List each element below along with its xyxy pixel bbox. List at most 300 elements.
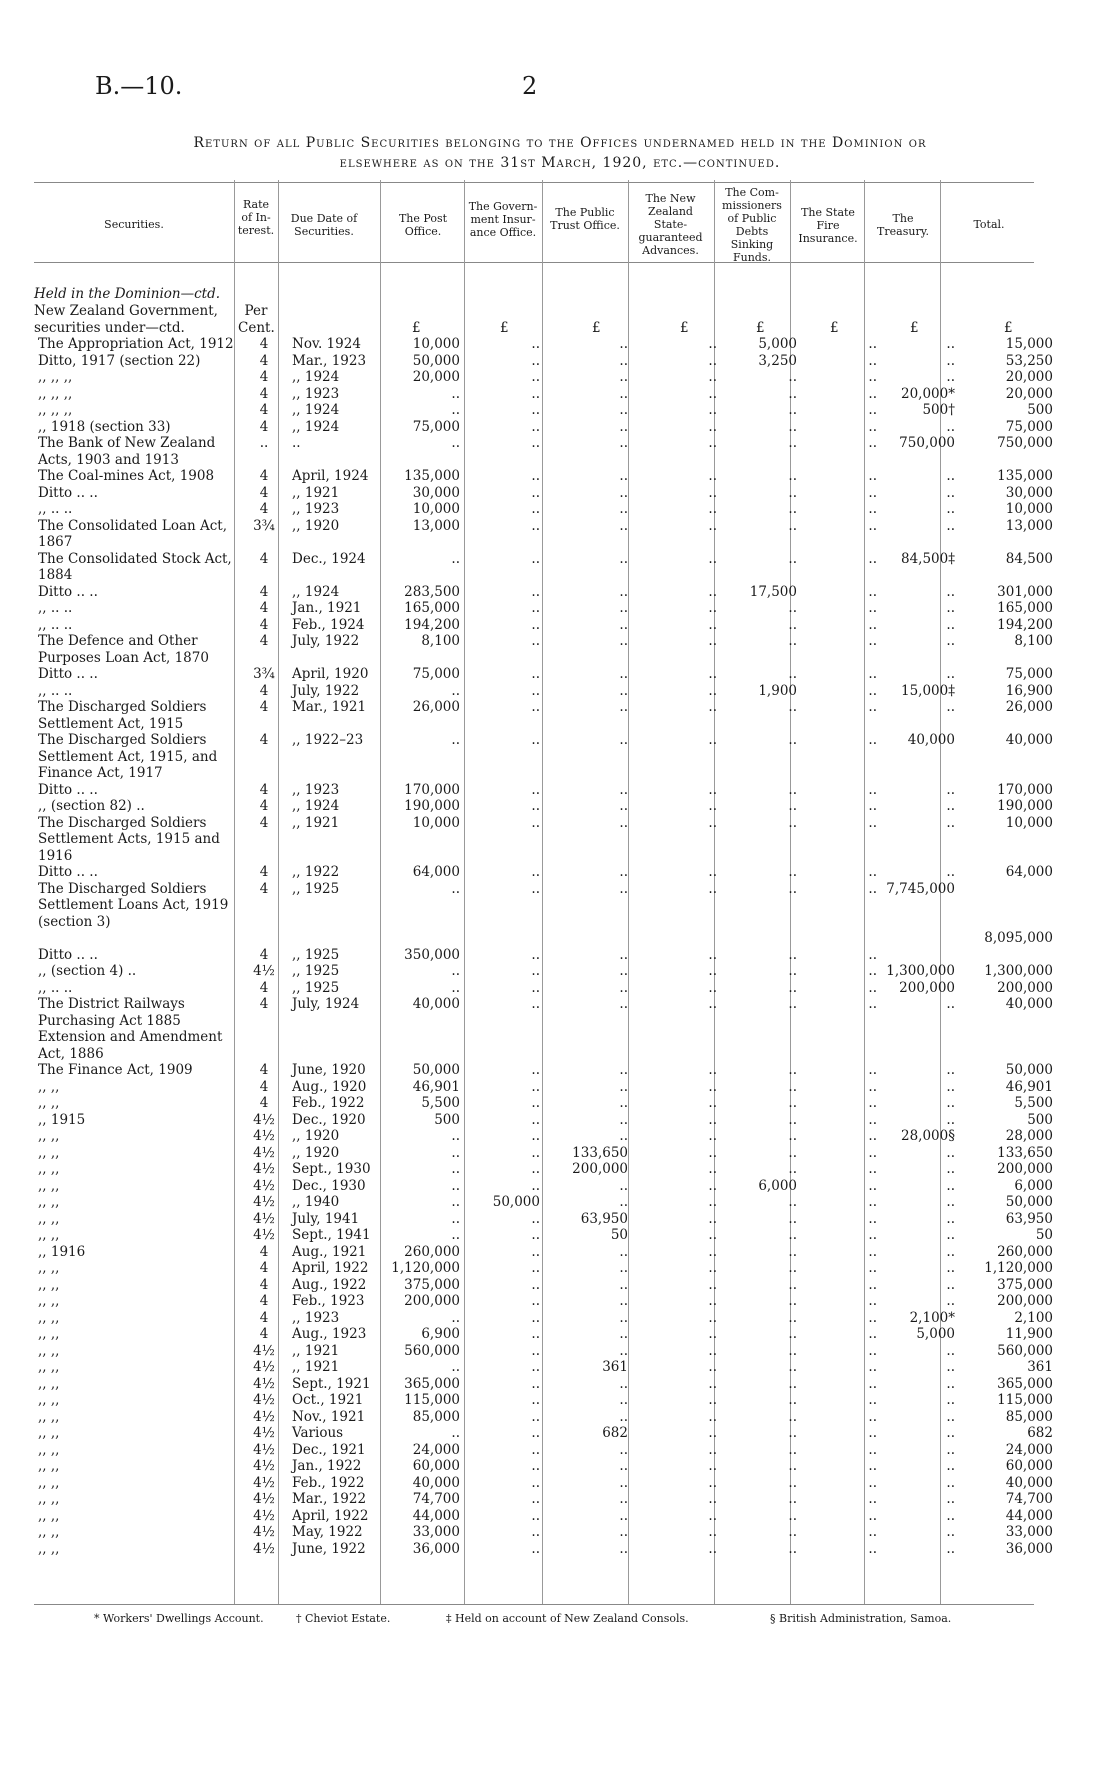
total-value: 64,000	[1005, 864, 1053, 880]
table-row	[34, 485, 1057, 502]
advances-value: ..	[708, 1161, 717, 1177]
table-row	[34, 1475, 1057, 1492]
interest-rate: 4½	[253, 1144, 275, 1161]
table-row	[34, 1194, 1057, 1211]
table-bottom-rule	[34, 1604, 1034, 1605]
sinking-funds-value: ..	[788, 1408, 797, 1425]
treasury-value	[881, 947, 959, 964]
due-date: April, 1924	[292, 468, 369, 484]
table-row	[34, 881, 1057, 931]
col-header-state-fire: The State Fire Insurance.	[798, 206, 858, 245]
state-fire-value: ..	[868, 1392, 877, 1408]
sinking-funds-value: ..	[788, 1507, 797, 1524]
public-trust-value: ..	[619, 996, 628, 1012]
sinking-funds-value: ..	[788, 880, 797, 897]
public-trust-value: ..	[619, 1260, 628, 1276]
post-office-value: ..	[451, 979, 460, 996]
interest-rate: 4	[259, 402, 269, 418]
due-date: April, 1920	[292, 666, 369, 682]
footnote-cheviot: † Cheviot Estate.	[296, 1612, 391, 1625]
table-row	[34, 617, 1057, 634]
govt-insurance-value: ..	[531, 1111, 540, 1128]
sinking-funds-value: ..	[788, 1441, 797, 1458]
treasury-value: ..	[946, 600, 955, 616]
due-date: Jan., 1922	[292, 1458, 362, 1474]
table-row	[34, 1112, 1057, 1129]
interest-rate: 4	[259, 781, 269, 798]
interest-rate: 4½	[253, 1540, 275, 1557]
total-value	[959, 947, 1057, 964]
table-row	[34, 1326, 1057, 1343]
total-value: 53,250	[1005, 352, 1053, 369]
advances-value: ..	[708, 1144, 717, 1161]
advances-value: ..	[708, 1441, 717, 1458]
col-header-advances: The New Zealand State- guaranteed Advances.	[638, 192, 703, 257]
post-office-value: 500	[434, 1111, 460, 1128]
total-value: 28,000	[1005, 1128, 1053, 1144]
post-office-value: ..	[451, 1425, 460, 1441]
public-trust-value: 200,000	[572, 1161, 628, 1177]
due-date: Nov. 1924	[292, 336, 361, 352]
total-value: 33,000	[1005, 1524, 1053, 1540]
advances-value: ..	[708, 979, 717, 996]
advances-value: ..	[708, 1342, 717, 1359]
post-office-value: 165,000	[404, 600, 460, 616]
due-date: Mar., 1922	[292, 1491, 367, 1507]
govt-insurance-value: ..	[531, 1144, 540, 1161]
due-date: ,, 1921	[292, 814, 340, 831]
public-trust-value: ..	[619, 1474, 628, 1491]
security-name: ,, ,, ,,	[38, 402, 73, 418]
table-row	[34, 666, 1057, 683]
due-date: June, 1922	[292, 1540, 366, 1557]
post-office-value: ..	[451, 1359, 460, 1375]
sinking-funds-value: ..	[788, 996, 797, 1012]
public-trust-value: ..	[619, 583, 628, 600]
due-date: ,, 1922	[292, 864, 340, 880]
state-fire-value: ..	[868, 996, 877, 1012]
govt-insurance-value: ..	[531, 550, 540, 567]
treasury-value: ..	[946, 1111, 955, 1128]
due-date: ,, 1923	[292, 501, 340, 517]
security-name: Ditto .. ..	[38, 946, 98, 963]
public-trust-value: ..	[619, 1095, 628, 1111]
state-fire-value: ..	[868, 814, 877, 831]
table-row	[34, 551, 1057, 584]
table-row	[34, 1227, 1057, 1244]
post-office-value: ..	[451, 385, 460, 402]
security-name: ,, .. ..	[38, 616, 73, 633]
post-office-value: 365,000	[404, 1375, 460, 1392]
interest-rate: 4	[259, 1260, 269, 1276]
govt-insurance-value: ..	[531, 666, 540, 682]
sinking-funds-value: ..	[788, 1062, 797, 1078]
interest-rate: 4½	[253, 1408, 275, 1425]
due-date: ,, 1923	[292, 385, 340, 402]
public-trust-value: ..	[619, 1111, 628, 1128]
security-name: ,, ,,	[38, 1540, 60, 1557]
security-name: The Discharged Soldiers Settlement Act, 1915, and Finance Act, 1917	[38, 732, 218, 781]
security-name: ,, ,,	[38, 1095, 60, 1111]
sinking-funds-value: ..	[788, 484, 797, 501]
interest-rate: ..	[259, 435, 269, 451]
state-fire-value: ..	[868, 1210, 877, 1227]
table-row	[34, 1491, 1057, 1508]
post-office-value: ..	[451, 1194, 460, 1210]
section-heading: Held in the Dominion—ctd.	[34, 286, 221, 302]
state-fire-value: ..	[868, 798, 877, 814]
table-row	[34, 1095, 1057, 1112]
public-trust-value: ..	[619, 1441, 628, 1458]
treasury-value: ..	[946, 996, 955, 1012]
due-date: ,, 1924	[292, 418, 340, 435]
treasury-value: ..	[946, 583, 955, 600]
govt-insurance-value: ..	[531, 1309, 540, 1326]
col-header-public-trust: The Public Trust Office.	[550, 206, 620, 232]
security-name: ,, ,,	[38, 1491, 60, 1507]
govt-insurance-value: ..	[531, 1359, 540, 1375]
post-office-value: 350,000	[404, 946, 460, 963]
total-value: 365,000	[997, 1375, 1053, 1392]
public-trust-value: ..	[619, 682, 628, 699]
govt-insurance-value: ..	[531, 1425, 540, 1441]
table-row	[34, 1409, 1057, 1426]
treasury-value: ..	[946, 517, 955, 534]
interest-rate: 4½	[253, 1375, 275, 1392]
govt-insurance-value: ..	[531, 402, 540, 418]
security-name: ,, ,, ,,	[38, 385, 73, 402]
total-value: 84,500	[1005, 550, 1053, 567]
due-date: ,, 1924	[292, 798, 340, 814]
govt-insurance-value: ..	[531, 369, 540, 385]
govt-insurance-value: ..	[531, 1243, 540, 1260]
post-office-value: ..	[451, 1177, 460, 1194]
interest-rate: 4	[259, 1326, 269, 1342]
advances-value: ..	[708, 682, 717, 699]
table-row	[34, 1062, 1057, 1079]
treasury-value: ..	[946, 1392, 955, 1408]
security-name: ,, ,,	[38, 1227, 60, 1243]
public-trust-value: ..	[619, 1458, 628, 1474]
security-name: ,, ,,	[38, 1342, 60, 1359]
sinking-funds-value: ..	[788, 732, 797, 748]
advances-value: ..	[708, 732, 717, 748]
public-trust-value: 50	[610, 1227, 628, 1243]
public-trust-value: ..	[619, 1243, 628, 1260]
public-trust-value: 682	[602, 1425, 628, 1441]
post-office-value: ..	[451, 402, 460, 418]
state-fire-value: ..	[868, 1062, 877, 1078]
total-value: 135,000	[997, 468, 1053, 484]
treasury-value: ..	[946, 1342, 955, 1359]
interest-rate: 4	[259, 385, 269, 402]
state-fire-value	[801, 930, 881, 947]
interest-rate: 4	[259, 880, 269, 897]
govt-insurance-value: ..	[531, 1260, 540, 1276]
post-office-value: 40,000	[412, 1474, 460, 1491]
security-name: Ditto .. ..	[38, 864, 98, 880]
security-name: ,, ,,	[38, 1293, 60, 1309]
security-name: The Consolidated Loan Act, 1867	[38, 517, 228, 550]
govt-insurance-value: ..	[531, 1540, 540, 1557]
govt-insurance-value: ..	[531, 699, 540, 715]
post-office-value: 50,000	[412, 1062, 460, 1078]
interest-rate: 4	[259, 550, 269, 567]
security-name: ,, ,,	[38, 1078, 60, 1095]
public-trust-value: ..	[619, 1326, 628, 1342]
post-office-value: ..	[451, 550, 460, 567]
post-office-value: 375,000	[404, 1276, 460, 1293]
security-name: The Discharged Soldiers Settlement Act, 1915	[38, 699, 207, 732]
post-office-value: 46,901	[412, 1078, 460, 1095]
govt-insurance-value: ..	[531, 1326, 540, 1342]
post-office-value: 10,000	[412, 336, 460, 352]
total-value: 50	[1035, 1227, 1053, 1243]
due-date: Various	[292, 1425, 344, 1441]
table-row	[34, 1425, 1057, 1442]
post-office-value: 8,100	[421, 633, 460, 649]
security-name: ,, (section 4) ..	[38, 963, 137, 979]
state-fire-value: ..	[868, 1425, 877, 1441]
treasury-value: ..	[946, 369, 955, 385]
post-office-value: 170,000	[404, 781, 460, 798]
govt-insurance-value: ..	[531, 1458, 540, 1474]
total-value: 200,000	[997, 1161, 1053, 1177]
currency-symbol: £	[1004, 320, 1013, 336]
state-fire-value: ..	[868, 418, 877, 435]
sinking-funds-value: ..	[788, 1293, 797, 1309]
post-office-value: ..	[451, 1210, 460, 1227]
govt-insurance-value: ..	[531, 633, 540, 649]
table-row	[34, 353, 1057, 370]
post-office-value: ..	[451, 1227, 460, 1243]
advances-value: ..	[708, 1524, 717, 1540]
treasury-value: ..	[946, 1507, 955, 1524]
interest-rate: 4	[259, 1243, 269, 1260]
public-trust-value: ..	[619, 1408, 628, 1425]
state-fire-value: ..	[868, 1359, 877, 1375]
sinking-funds-value: ..	[788, 1359, 797, 1375]
interest-rate: 4	[259, 979, 269, 996]
table-row	[34, 518, 1057, 551]
due-date: ,, 1925	[292, 946, 340, 963]
govt-insurance-value: ..	[531, 1210, 540, 1227]
interest-rate: 4½	[253, 1227, 275, 1243]
state-fire-value: ..	[868, 1408, 877, 1425]
govt-insurance-value: ..	[531, 352, 540, 369]
security-name: ,, .. ..	[38, 501, 73, 517]
sinking-funds-value: ..	[788, 1276, 797, 1293]
post-office-value: 1,120,000	[391, 1260, 460, 1276]
sinking-funds-value: ..	[788, 1194, 797, 1210]
table-row	[34, 1161, 1057, 1178]
govt-insurance-value: ..	[531, 1375, 540, 1392]
security-name: The Bank of New Zealand Acts, 1903 and 1913	[38, 435, 216, 468]
interest-rate: 4½	[253, 1359, 275, 1375]
table-row	[34, 468, 1057, 485]
state-fire-value: ..	[868, 484, 877, 501]
interest-rate: 4½	[253, 1342, 275, 1359]
due-date: Feb., 1922	[292, 1095, 365, 1111]
sinking-funds-value: ..	[788, 946, 797, 963]
govt-insurance-value: ..	[531, 385, 540, 402]
due-date: Aug., 1922	[292, 1276, 367, 1293]
state-fire-value: ..	[868, 1293, 877, 1309]
table-row	[34, 996, 1057, 1062]
security-name: ,, ,, ,,	[38, 369, 73, 385]
govt-insurance-value: ..	[531, 880, 540, 897]
sinking-funds-value: ..	[788, 385, 797, 402]
sinking-funds-value: ..	[788, 1161, 797, 1177]
advances-value: ..	[708, 1227, 717, 1243]
advances-value: ..	[708, 583, 717, 600]
table-row	[34, 1392, 1057, 1409]
treasury-value: 750,000	[899, 435, 955, 451]
sinking-funds-value	[721, 930, 801, 947]
interest-rate: 4	[259, 1293, 269, 1309]
post-office-value: 26,000	[412, 699, 460, 715]
state-fire-value: ..	[868, 1507, 877, 1524]
interest-rate: 4½	[253, 1392, 275, 1408]
post-office-value: ..	[451, 1128, 460, 1144]
govt-insurance-value: ..	[531, 682, 540, 699]
advances-value: ..	[708, 963, 717, 979]
security-name: The Coal-mines Act, 1908	[38, 468, 215, 484]
govt-insurance-value: ..	[531, 616, 540, 633]
state-fire-value: ..	[868, 1078, 877, 1095]
due-date: Mar., 1923	[292, 352, 367, 369]
due-date: ,, 1925	[292, 880, 340, 897]
treasury-value: ..	[946, 468, 955, 484]
public-trust-value: ..	[619, 550, 628, 567]
rate-unit-label: Per Cent.	[238, 303, 275, 336]
due-date: Oct., 1921	[292, 1392, 364, 1408]
advances-value: ..	[708, 484, 717, 501]
treasury-value: ..	[946, 1540, 955, 1557]
due-date: ,, 1922–23	[292, 732, 364, 748]
govt-insurance-value: ..	[531, 814, 540, 831]
table-row	[34, 419, 1057, 436]
total-value: 13,000	[1005, 517, 1053, 534]
treasury-value: 15,000‡	[901, 682, 955, 699]
table-row	[34, 699, 1057, 732]
advances-value: ..	[708, 435, 717, 451]
state-fire-value: ..	[868, 1342, 877, 1359]
govt-insurance-value: ..	[531, 979, 540, 996]
govt-insurance-value: ..	[531, 1078, 540, 1095]
treasury-value: ..	[946, 1375, 955, 1392]
sinking-funds-value: 5,000	[758, 336, 797, 352]
advances-value: ..	[708, 1095, 717, 1111]
govt-insurance-value: ..	[531, 1293, 540, 1309]
security-name: ,, (section 82) ..	[38, 798, 145, 814]
public-trust-value: ..	[619, 1342, 628, 1359]
govt-insurance-value: ..	[531, 600, 540, 616]
security-name: ,, 1916	[38, 1243, 86, 1260]
interest-rate: 4	[259, 352, 269, 369]
public-trust-value: 63,950	[580, 1210, 628, 1227]
currency-symbol: £	[910, 320, 919, 336]
state-fire-value: ..	[868, 385, 877, 402]
public-trust-value: ..	[619, 666, 628, 682]
sinking-funds-value: ..	[788, 501, 797, 517]
table-row	[34, 1458, 1057, 1475]
advances-value: ..	[708, 468, 717, 484]
public-trust-value: ..	[619, 946, 628, 963]
interest-rate: 4	[259, 1078, 269, 1095]
total-value: 2,100	[1014, 1309, 1053, 1326]
security-name	[34, 930, 240, 947]
total-value: 15,000	[1005, 336, 1053, 352]
total-value: 194,200	[997, 616, 1053, 633]
govt-insurance-value: ..	[531, 468, 540, 484]
govt-insurance-value: ..	[531, 864, 540, 880]
table-row	[34, 402, 1057, 419]
total-value: 10,000	[1005, 814, 1053, 831]
treasury-value: ..	[946, 1359, 955, 1375]
advances-value: ..	[708, 517, 717, 534]
total-value: 60,000	[1005, 1458, 1053, 1474]
sinking-funds-value: ..	[788, 1144, 797, 1161]
state-fire-value: ..	[868, 1243, 877, 1260]
table-row	[34, 1293, 1057, 1310]
state-fire-value: ..	[868, 732, 877, 748]
total-value: 36,000	[1005, 1540, 1053, 1557]
col-header-post-office: The Post Office.	[398, 212, 448, 238]
public-trust-value: ..	[619, 979, 628, 996]
state-fire-value: ..	[868, 435, 877, 451]
public-trust-value: ..	[619, 352, 628, 369]
public-trust-value: ..	[619, 418, 628, 435]
post-office-value: 74,700	[412, 1491, 460, 1507]
security-name: The Defence and Other Purposes Loan Act, 1870	[38, 633, 209, 666]
due-date: July, 1922	[292, 682, 360, 699]
treasury-value: 500†	[922, 402, 955, 418]
govt-insurance-value: ..	[531, 1276, 540, 1293]
interest-rate: 4½	[253, 1111, 275, 1128]
interest-rate: 4	[259, 946, 269, 963]
govt-insurance-value: ..	[531, 418, 540, 435]
govt-insurance-value: ..	[531, 336, 540, 352]
security-name: ,, ,,	[38, 1326, 60, 1342]
due-date: ,, 1924	[292, 402, 340, 418]
total-value: 75,000	[1005, 418, 1053, 435]
interest-rate: 4½	[253, 1458, 275, 1474]
due-date: May, 1922	[292, 1524, 363, 1540]
public-trust-value: ..	[619, 484, 628, 501]
sinking-funds-value: 17,500	[749, 583, 797, 600]
govt-insurance-value: ..	[531, 1507, 540, 1524]
public-trust-value: ..	[619, 402, 628, 418]
due-date: ,, 1925	[292, 963, 340, 979]
table-row	[34, 1359, 1057, 1376]
interest-rate: 4	[259, 1062, 269, 1078]
total-value: 85,000	[1005, 1408, 1053, 1425]
security-name: Ditto .. ..	[38, 583, 98, 600]
interest-rate: 4	[259, 616, 269, 633]
total-value: 682	[1027, 1425, 1053, 1441]
total-value: 40,000	[1005, 732, 1053, 748]
total-value: 44,000	[1005, 1507, 1053, 1524]
col-header-sinking-funds: The Com- missioners of Public Debts Sinking Funds.	[722, 186, 782, 264]
govt-insurance-value: ..	[531, 1441, 540, 1458]
treasury-value: ..	[946, 1441, 955, 1458]
sinking-funds-value: ..	[788, 1375, 797, 1392]
interest-rate: 4	[259, 418, 269, 435]
post-office-value: ..	[451, 1161, 460, 1177]
table-row	[34, 1178, 1057, 1195]
total-value: 1,120,000	[984, 1260, 1053, 1276]
